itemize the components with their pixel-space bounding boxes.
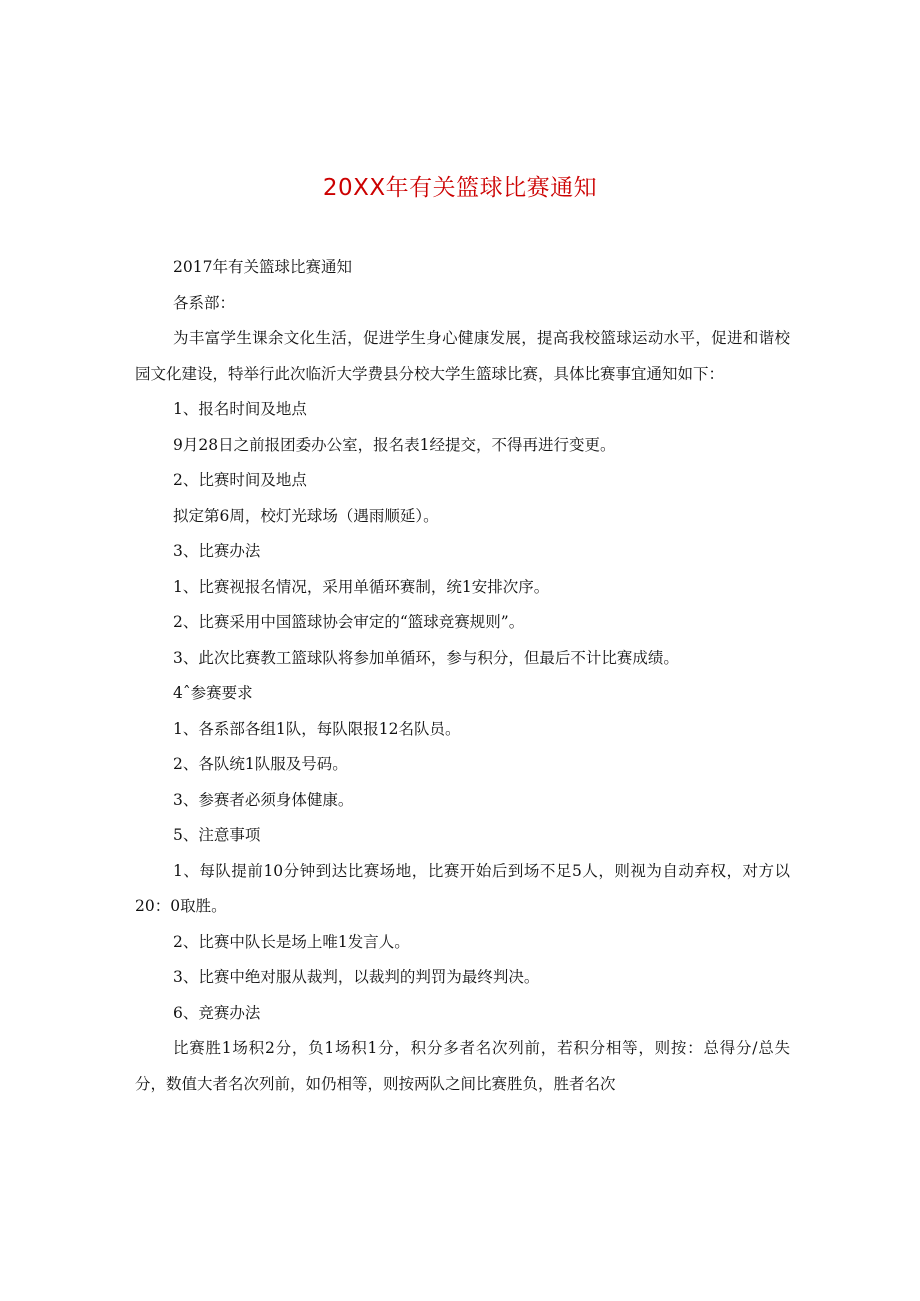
section-heading: 1、报名时间及地点 bbox=[173, 400, 307, 418]
list-item: 2、比赛中队长是场上唯1发言人。 bbox=[173, 932, 410, 951]
document-title: 20XX年有关篮球比赛通知 bbox=[322, 175, 598, 201]
list-item: 1、各系部各组1队，每队限报12名队员。 bbox=[173, 719, 461, 738]
paragraph: 各系部： bbox=[173, 293, 236, 312]
list-item: 3、参赛者必须身体健康。 bbox=[173, 790, 354, 809]
list-item: 1、比赛视报名情况，采用单循环赛制，统1安排次序。 bbox=[173, 577, 550, 596]
paragraph: 比赛胜1场积2分，负1场积1分，积分多者名次列前，若积分相等，则按：总得分/总失分，数值大者名次列前，如仍相等，则按两队之间比赛胜负，胜者名次 bbox=[135, 1039, 790, 1093]
section-heading: 4ˆ参赛要求 bbox=[173, 684, 253, 702]
section-heading: 3、比赛办法 bbox=[173, 542, 261, 560]
section-heading: 5、注意事项 bbox=[173, 826, 261, 844]
paragraph: 为丰富学生课余文化生活，促进学生身心健康发展，提高我校篮球运动水平，促进和谐校园文化建设，特举行此次临沂大学费县分校大学生篮球比赛，具体比赛事宜通知如下： bbox=[135, 329, 790, 383]
paragraph: 9月28日之前报团委办公室，报名表1经提交，不得再进行变更。 bbox=[173, 435, 616, 454]
list-item: 2、各队统1队服及号码。 bbox=[173, 755, 348, 773]
document-body bbox=[135, 250, 790, 1102]
list-item: 3、比赛中绝对服从裁判，以裁判的判罚为最终判决。 bbox=[173, 968, 540, 986]
paragraph: 2017年有关篮球比赛通知 bbox=[173, 258, 352, 276]
list-item: 3、此次比赛教工篮球队将参加单循环，参与积分，但最后不计比赛成绩。 bbox=[173, 648, 679, 667]
list-item: 2、比赛采用中国篮球协会审定的“篮球竞赛规则”。 bbox=[173, 613, 525, 631]
paragraph: 拟定第6周，校灯光球场（遇雨顺延）。 bbox=[173, 506, 439, 525]
section-heading: 6、竞赛办法 bbox=[173, 1003, 261, 1022]
section-heading: 2、比赛时间及地点 bbox=[173, 471, 307, 489]
list-item: 1、每队提前10分钟到达比赛场地，比赛开始后到场不足5人，则视为自动弃权，对方以20：0取胜。 bbox=[135, 861, 790, 915]
